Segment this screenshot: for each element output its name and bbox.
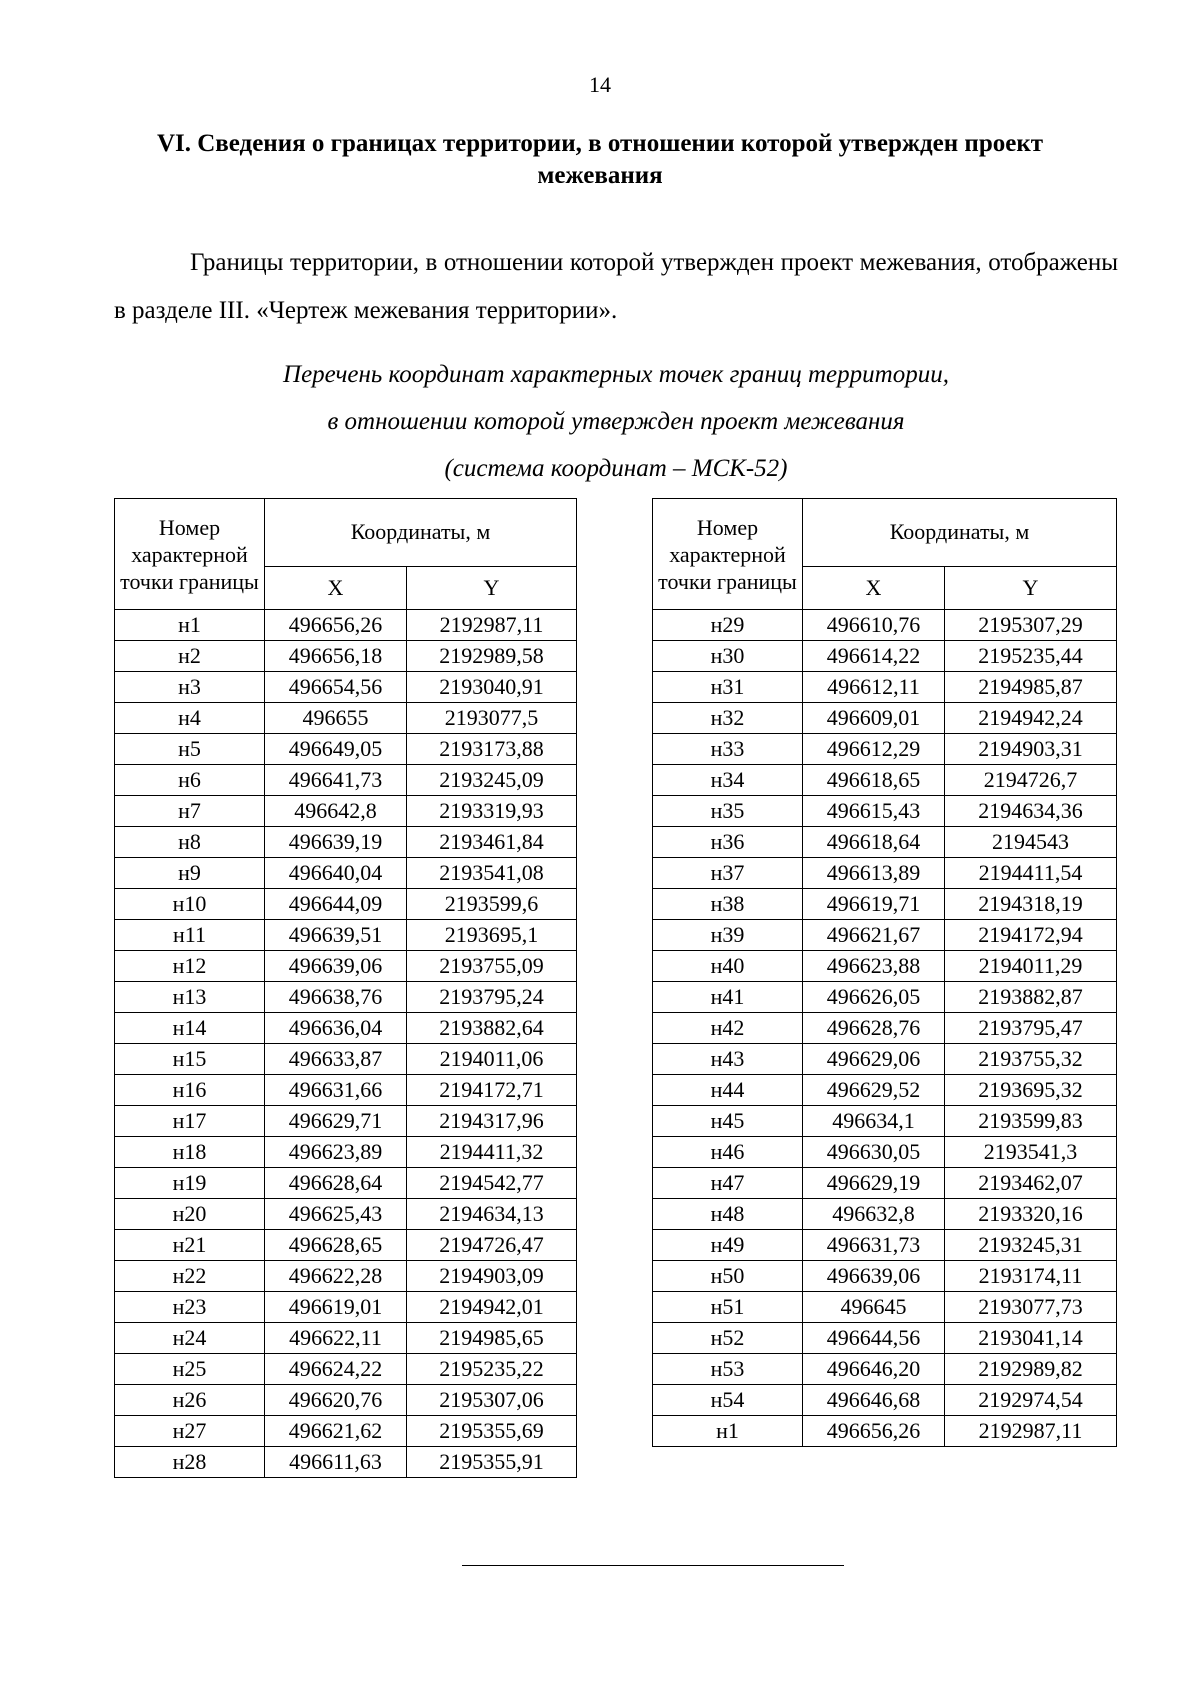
- table-row: [653, 858, 1117, 889]
- x-cell: 496631,66: [265, 1075, 407, 1106]
- table-row: [115, 1199, 577, 1230]
- point-number-cell: н26: [115, 1385, 265, 1416]
- y-cell: 2195235,22: [407, 1354, 577, 1385]
- point-number-cell: н54: [653, 1385, 803, 1416]
- point-number-cell: н25: [115, 1354, 265, 1385]
- y-cell: 2194942,24: [945, 703, 1117, 734]
- header-coordinates: Координаты, м: [265, 499, 577, 567]
- x-cell: 496629,71: [265, 1106, 407, 1137]
- table-row: [115, 703, 577, 734]
- coordinates-table-right: [652, 498, 1117, 1447]
- table-row: [653, 1261, 1117, 1292]
- table-row: [115, 796, 577, 827]
- x-cell: 496641,73: [265, 765, 407, 796]
- y-cell: 2194411,54: [945, 858, 1117, 889]
- x-cell: 496655: [265, 703, 407, 734]
- point-number-cell: н28: [115, 1447, 265, 1478]
- x-cell: 496630,05: [803, 1137, 945, 1168]
- x-cell: 496646,68: [803, 1385, 945, 1416]
- table-row: [653, 796, 1117, 827]
- x-cell: 496621,62: [265, 1416, 407, 1447]
- section-heading: VI. Сведения о границах территории, в отношении которой утвержден проект межевания: [156, 130, 1044, 189]
- point-number-cell: н24: [115, 1323, 265, 1354]
- y-cell: 2193541,3: [945, 1137, 1117, 1168]
- x-cell: 496628,65: [265, 1230, 407, 1261]
- point-number-cell: н5: [115, 734, 265, 765]
- point-number-cell: н45: [653, 1106, 803, 1137]
- table-row: [653, 1323, 1117, 1354]
- x-cell: 496609,01: [803, 703, 945, 734]
- y-cell: 2194411,32: [407, 1137, 577, 1168]
- point-number-cell: н41: [653, 982, 803, 1013]
- point-number-cell: н50: [653, 1261, 803, 1292]
- caption-line-2: в отношении которой утвержден проект межевания: [327, 408, 905, 435]
- point-number-cell: н36: [653, 827, 803, 858]
- table-row: [115, 1292, 577, 1323]
- x-cell: 496631,73: [803, 1230, 945, 1261]
- point-number-cell: н4: [115, 703, 265, 734]
- table-row: [115, 858, 577, 889]
- point-number-cell: н46: [653, 1137, 803, 1168]
- table-row: [653, 889, 1117, 920]
- point-number-cell: н10: [115, 889, 265, 920]
- header-point-number: Номер характерной точки границы: [653, 499, 803, 610]
- x-cell: 496625,43: [265, 1199, 407, 1230]
- y-cell: 2195307,29: [945, 610, 1117, 641]
- y-cell: 2194903,09: [407, 1261, 577, 1292]
- point-number-cell: н20: [115, 1199, 265, 1230]
- x-cell: 496618,64: [803, 827, 945, 858]
- x-cell: 496639,51: [265, 920, 407, 951]
- y-cell: 2192989,58: [407, 641, 577, 672]
- table-row: [653, 1416, 1117, 1447]
- x-cell: 496654,56: [265, 672, 407, 703]
- y-cell: 2192987,11: [945, 1416, 1117, 1447]
- caption-line-1: Перечень координат характерных точек границ территории,: [283, 361, 949, 388]
- point-number-cell: н47: [653, 1168, 803, 1199]
- header-x: X: [265, 566, 407, 609]
- table-row: [653, 765, 1117, 796]
- y-cell: 2193040,91: [407, 672, 577, 703]
- x-cell: 496629,52: [803, 1075, 945, 1106]
- point-number-cell: н7: [115, 796, 265, 827]
- x-cell: 496628,64: [265, 1168, 407, 1199]
- point-number-cell: н42: [653, 1013, 803, 1044]
- y-cell: 2193174,11: [945, 1261, 1117, 1292]
- table-row: [115, 765, 577, 796]
- x-cell: 496612,11: [803, 672, 945, 703]
- point-number-cell: н12: [115, 951, 265, 982]
- point-number-cell: н1: [115, 610, 265, 641]
- point-number-cell: н9: [115, 858, 265, 889]
- x-cell: 496644,56: [803, 1323, 945, 1354]
- table-row: [653, 1230, 1117, 1261]
- y-cell: 2193077,73: [945, 1292, 1117, 1323]
- y-cell: 2194903,31: [945, 734, 1117, 765]
- x-cell: 496624,22: [265, 1354, 407, 1385]
- x-cell: 496639,06: [803, 1261, 945, 1292]
- y-cell: 2193695,32: [945, 1075, 1117, 1106]
- y-cell: 2193755,32: [945, 1044, 1117, 1075]
- point-number-cell: н44: [653, 1075, 803, 1106]
- x-cell: 496621,67: [803, 920, 945, 951]
- y-cell: 2195355,69: [407, 1416, 577, 1447]
- x-cell: 496615,43: [803, 796, 945, 827]
- point-number-cell: н3: [115, 672, 265, 703]
- y-cell: 2194634,36: [945, 796, 1117, 827]
- y-cell: 2194985,65: [407, 1323, 577, 1354]
- table-row: [115, 1230, 577, 1261]
- point-number-cell: н31: [653, 672, 803, 703]
- header-point-number: Номер характерной точки границы: [115, 499, 265, 610]
- y-cell: 2194543: [945, 827, 1117, 858]
- y-cell: 2194634,13: [407, 1199, 577, 1230]
- table-row: [115, 1168, 577, 1199]
- x-cell: 496632,8: [803, 1199, 945, 1230]
- x-cell: 496639,19: [265, 827, 407, 858]
- table-row: [653, 641, 1117, 672]
- table-row: [115, 641, 577, 672]
- point-number-cell: н16: [115, 1075, 265, 1106]
- x-cell: 496614,22: [803, 641, 945, 672]
- y-cell: 2193041,14: [945, 1323, 1117, 1354]
- x-cell: 496642,8: [265, 796, 407, 827]
- x-cell: 496656,26: [265, 610, 407, 641]
- y-cell: 2193320,16: [945, 1199, 1117, 1230]
- x-cell: 496619,71: [803, 889, 945, 920]
- x-cell: 496633,87: [265, 1044, 407, 1075]
- point-number-cell: н18: [115, 1137, 265, 1168]
- x-cell: 496618,65: [803, 765, 945, 796]
- x-cell: 496610,76: [803, 610, 945, 641]
- x-cell: 496646,20: [803, 1354, 945, 1385]
- point-number-cell: н33: [653, 734, 803, 765]
- point-number-cell: н13: [115, 982, 265, 1013]
- y-cell: 2193245,09: [407, 765, 577, 796]
- y-cell: 2194726,7: [945, 765, 1117, 796]
- table-row: [653, 1137, 1117, 1168]
- header-y: Y: [407, 566, 577, 609]
- y-cell: 2192989,82: [945, 1354, 1117, 1385]
- y-cell: 2192974,54: [945, 1385, 1117, 1416]
- header-x: X: [803, 566, 945, 609]
- point-number-cell: н34: [653, 765, 803, 796]
- header-coordinates: Координаты, м: [803, 499, 1117, 567]
- table-row: [653, 982, 1117, 1013]
- table-row: [653, 1354, 1117, 1385]
- point-number-cell: н35: [653, 796, 803, 827]
- point-number-cell: н30: [653, 641, 803, 672]
- table-row: [115, 982, 577, 1013]
- point-number-cell: н23: [115, 1292, 265, 1323]
- coordinates-table-left: [114, 498, 577, 1478]
- y-cell: 2193462,07: [945, 1168, 1117, 1199]
- point-number-cell: н8: [115, 827, 265, 858]
- table-row: [115, 1323, 577, 1354]
- point-number-cell: н43: [653, 1044, 803, 1075]
- table-row: [653, 827, 1117, 858]
- y-cell: 2193461,84: [407, 827, 577, 858]
- table-row: [653, 610, 1117, 641]
- table-row: [115, 1354, 577, 1385]
- y-cell: 2193882,87: [945, 982, 1117, 1013]
- x-cell: 496634,1: [803, 1106, 945, 1137]
- y-cell: 2194542,77: [407, 1168, 577, 1199]
- table-row: [115, 1044, 577, 1075]
- table-row: [115, 951, 577, 982]
- x-cell: 496644,09: [265, 889, 407, 920]
- header-y: Y: [945, 566, 1117, 609]
- x-cell: 496656,26: [803, 1416, 945, 1447]
- y-cell: 2194011,29: [945, 951, 1117, 982]
- table-row: [653, 734, 1117, 765]
- x-cell: 496656,18: [265, 641, 407, 672]
- point-number-cell: н29: [653, 610, 803, 641]
- table-row: [115, 1416, 577, 1447]
- point-number-cell: н37: [653, 858, 803, 889]
- point-number-cell: н11: [115, 920, 265, 951]
- point-number-cell: н40: [653, 951, 803, 982]
- table-row: [653, 1199, 1117, 1230]
- y-cell: 2194985,87: [945, 672, 1117, 703]
- y-cell: 2193599,83: [945, 1106, 1117, 1137]
- table-row: [653, 1292, 1117, 1323]
- table-row: [653, 1044, 1117, 1075]
- table-row: [115, 734, 577, 765]
- caption-line-3: (система координат – МСК-52): [444, 455, 788, 482]
- table-row: [115, 672, 577, 703]
- point-number-cell: н52: [653, 1323, 803, 1354]
- table-row: [115, 1385, 577, 1416]
- table-row: [115, 1137, 577, 1168]
- point-number-cell: н32: [653, 703, 803, 734]
- table-row: [115, 610, 577, 641]
- table-row: [115, 1447, 577, 1478]
- table-row: [653, 1013, 1117, 1044]
- x-cell: 496639,06: [265, 951, 407, 982]
- table-row: [115, 1075, 577, 1106]
- point-number-cell: н14: [115, 1013, 265, 1044]
- point-number-cell: н39: [653, 920, 803, 951]
- y-cell: 2194317,96: [407, 1106, 577, 1137]
- point-number-cell: н49: [653, 1230, 803, 1261]
- point-number-cell: н27: [115, 1416, 265, 1447]
- table-row: [653, 1168, 1117, 1199]
- x-cell: 496649,05: [265, 734, 407, 765]
- point-number-cell: н19: [115, 1168, 265, 1199]
- table-row: [653, 703, 1117, 734]
- table-row: [115, 889, 577, 920]
- x-cell: 496622,11: [265, 1323, 407, 1354]
- y-cell: 2193599,6: [407, 889, 577, 920]
- x-cell: 496620,76: [265, 1385, 407, 1416]
- table-row: [115, 1106, 577, 1137]
- y-cell: 2193882,64: [407, 1013, 577, 1044]
- y-cell: 2195235,44: [945, 641, 1117, 672]
- point-number-cell: н38: [653, 889, 803, 920]
- x-cell: 496629,19: [803, 1168, 945, 1199]
- y-cell: 2193755,09: [407, 951, 577, 982]
- y-cell: 2194318,19: [945, 889, 1117, 920]
- point-number-cell: н48: [653, 1199, 803, 1230]
- x-cell: 496626,05: [803, 982, 945, 1013]
- table-row: [115, 920, 577, 951]
- table-row: [653, 1385, 1117, 1416]
- y-cell: 2193695,1: [407, 920, 577, 951]
- x-cell: 496636,04: [265, 1013, 407, 1044]
- x-cell: 496619,01: [265, 1292, 407, 1323]
- y-cell: 2194942,01: [407, 1292, 577, 1323]
- x-cell: 496613,89: [803, 858, 945, 889]
- x-cell: 496638,76: [265, 982, 407, 1013]
- table-row: [653, 920, 1117, 951]
- point-number-cell: н53: [653, 1354, 803, 1385]
- table-row: [653, 951, 1117, 982]
- y-cell: 2193795,24: [407, 982, 577, 1013]
- table-row: [653, 1106, 1117, 1137]
- table-row: [115, 1013, 577, 1044]
- y-cell: 2193795,47: [945, 1013, 1117, 1044]
- point-number-cell: н22: [115, 1261, 265, 1292]
- point-number-cell: н51: [653, 1292, 803, 1323]
- y-cell: 2193541,08: [407, 858, 577, 889]
- y-cell: 2193077,5: [407, 703, 577, 734]
- y-cell: 2193245,31: [945, 1230, 1117, 1261]
- point-number-cell: н15: [115, 1044, 265, 1075]
- x-cell: 496623,89: [265, 1137, 407, 1168]
- table-row: [653, 1075, 1117, 1106]
- y-cell: 2194726,47: [407, 1230, 577, 1261]
- table-row: [115, 1261, 577, 1292]
- x-cell: 496612,29: [803, 734, 945, 765]
- x-cell: 496640,04: [265, 858, 407, 889]
- y-cell: 2194172,94: [945, 920, 1117, 951]
- body-paragraph: Границы территории, в отношении которой утвержден проект межевания, отображены в разделе III. «Чертеж межевания территории».: [114, 249, 1118, 324]
- y-cell: 2193173,88: [407, 734, 577, 765]
- table-caption: [114, 351, 1118, 492]
- y-cell: 2194011,06: [407, 1044, 577, 1075]
- x-cell: 496623,88: [803, 951, 945, 982]
- x-cell: 496645: [803, 1292, 945, 1323]
- page-number: 14: [589, 72, 611, 97]
- x-cell: 496629,06: [803, 1044, 945, 1075]
- y-cell: 2195355,91: [407, 1447, 577, 1478]
- y-cell: 2194172,71: [407, 1075, 577, 1106]
- point-number-cell: н1: [653, 1416, 803, 1447]
- table-row: [115, 827, 577, 858]
- y-cell: 2195307,06: [407, 1385, 577, 1416]
- point-number-cell: н21: [115, 1230, 265, 1261]
- point-number-cell: н17: [115, 1106, 265, 1137]
- point-number-cell: н6: [115, 765, 265, 796]
- table-row: [653, 672, 1117, 703]
- y-cell: 2193319,93: [407, 796, 577, 827]
- footer-divider: [462, 1565, 844, 1566]
- x-cell: 496628,76: [803, 1013, 945, 1044]
- y-cell: 2192987,11: [407, 610, 577, 641]
- point-number-cell: н2: [115, 641, 265, 672]
- x-cell: 496611,63: [265, 1447, 407, 1478]
- x-cell: 496622,28: [265, 1261, 407, 1292]
